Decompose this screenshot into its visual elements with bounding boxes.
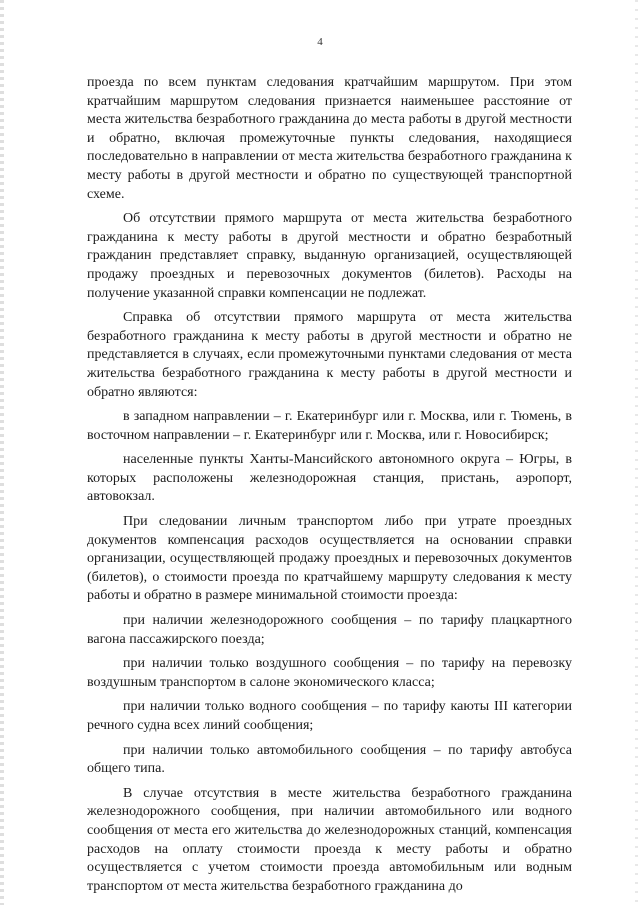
page-number: 4 — [317, 36, 323, 48]
scan-edge-left — [0, 0, 4, 905]
paragraph-continuation: проезда по всем пунктам следования кратчайшим маршрутом. При этом кратчайшим маршрутом следования признается наименьшее расстояние от места жительства безработного гражданина до места работы в другой местности и обратно, включая промежуточные пункты следования, находящиеся последовательно в направлении от места жительства безработного гражданина к месту работы в другой местности и обратно по существующей транспортной схеме. — [87, 75, 572, 202]
paragraph-no-direct-route: Об отсутствии прямого маршрута от места жительства безработного гражданина к месту работы в другой местности и обратно безработный гражданин представляет справку, выданную организацией, осуществляющей продажу проездных и перевозочных документов (билетов). Расходы на получение указанной справки компенсации не подлежат. — [87, 211, 572, 301]
paragraph-certificate-exemption: Справка об отсутствии прямого маршрута от места жительства безработного гражданина к месту работы в другой местности и обратно не представляется в случаях, если промежуточными пунктами следования от места жительства безработного гражданина к месту работы в другой местности и обратно являются: — [87, 310, 572, 400]
paragraph-western-direction: в западном направлении – г. Екатеринбург или г. Москва, или г. Тюмень, в восточном направлении – г. Екатеринбург или г. Москва, или г. Новосибирск; — [87, 409, 572, 443]
scan-edge-right — [635, 0, 638, 905]
paragraph-railway: при наличии железнодорожного сообщения – по тарифу плацкартного вагона пассажирского поезда; — [87, 613, 572, 647]
paragraph-air: при наличии только воздушного сообщения – по тарифу на перевозку воздушным транспортом в салоне экономического класса; — [87, 656, 572, 690]
paragraph-personal-transport: При следовании личным транспортом либо при утрате проездных документов компенсация расходов осуществляется на основании справки организации, осуществляющей продажу проездных и перевозочных документов (билетов), о стоимости проезда по кратчайшему маршруту следования к месту работы и обратно в размере минимальной стоимости проезда: — [87, 514, 572, 604]
paragraph-settlements: населенные пункты Ханты-Мансийского автономного округа – Югры, в которых расположены железнодорожная станция, пристань, аэропорт, автовокзал. — [87, 452, 572, 505]
paragraph-water: при наличии только водного сообщения – по тарифу каюты III категории речного судна всех линий сообщения; — [87, 699, 572, 733]
document-body — [87, 74, 572, 896]
paragraph-road: при наличии только автомобильного сообщения – по тарифу автобуса общего типа. — [87, 742, 572, 777]
paragraph-no-railway: В случае отсутствия в месте жительства безработного гражданина железнодорожного сообщения, при наличии автомобильного или водного сообщения от места его жительства до железнодорожных станций, компенсация расходов на оплату стоимости проезда к месту работы и обратно осуществляется с учетом стоимости проезда автомобильным или водным транспортом от места жительства безработного гражданина до — [87, 785, 572, 894]
